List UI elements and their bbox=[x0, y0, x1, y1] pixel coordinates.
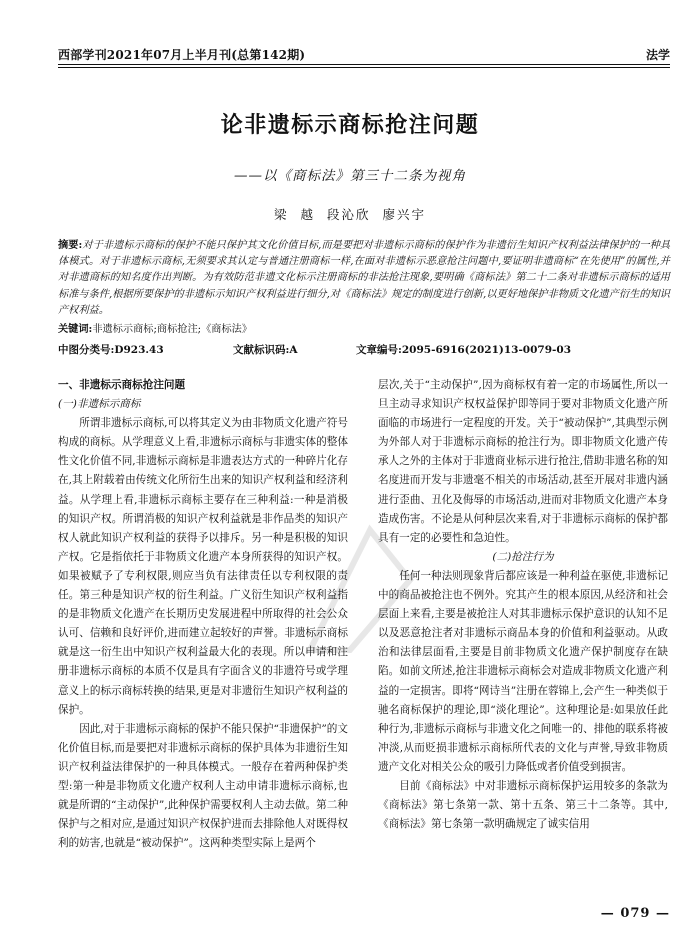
subsection-heading: (一)非遗标示商标 bbox=[58, 398, 141, 411]
body-paragraph: 任何一种法则现象背后都应该是一种利益在驱使,非遗标记中的商品被抢注也不例外。究其产生的根本原因,从经济和社会层面上来看,主要是被抢注人对其非遗标示保护意识的认知不足以及恶意抢注者对非遗标示商品本身的价值和利益驱动。从政治和法律层面看,主要是目前非物质文化遗产保护制度存在缺陷。如前文所述,抢注非遗标示商标会对造成非物质文化遗产利益的一定损害。即将“网诗当”注册在蓉锦上,会产生一种类似于驰名商标保护的理论,即“淡化理论”。这种理论是:如果放任此种行为,非遗标示商标与非遗文化之间唯一的、排他的联系将被冲淡,从而贬损非遗标示商标所代表的文化与声誉,导致非物质遗产文化对相关公众的吸引力降低或者价值受到损害。 bbox=[378, 569, 668, 773]
running-header bbox=[58, 46, 670, 62]
abstract-text: 对于非遗标示商标的保护不能只保护其文化价值目标,而是要把对非遗标示商标的保护作为非遗衍生知识产权利益法律保护的一种具体模式。对于非遗标示商标,无须要求其认定与普通注册商标一样,在面对非遗标示恶意抢注问题中,要证明非遗商标“在先使用”的属性,并对非遗商标的知名度作出判断。为有效防范非遗文化标示注册商标的非法抢注现象,要明确《商标法》第二十二条对非遗标示商标的适用标准与条件,根据所要保护的非遗标示知识产权利益进行细分,对《商标法》规定的制度进行创新,以更好地保护非物质文化遗产衍生的知识产权利益。 bbox=[58, 240, 671, 316]
abstract-label: 摘要: bbox=[58, 239, 83, 251]
page-number: — 079 — bbox=[600, 906, 670, 921]
header-rule bbox=[58, 64, 670, 65]
article-subtitle: ——以《商标法》第三十二条为视角 bbox=[234, 168, 466, 184]
abstract bbox=[58, 237, 670, 319]
body-paragraph: 层次,关于“主动保护”,因为商标权有着一定的市场属性,所以一旦主动寻求知识产权权益保护即等同于要对非物质文化遗产所面临的市场进行一定程度的开发。关于“被动保护”,其典型示例为外部人对于非遗标示商标的抢注行为。即非物质文化遗产传承人之外的主体对于非遗商业标示进行抢注,借助非遗名称的知名度进而开发与非遗毫不相关的市场活动,甚至开展对非遗内涵进行歪曲、丑化及侮辱的市场活动,进而对非物质文化遗产本身造成伤害。不论是从何种层次来看,对于非遗标示商标的保护都具有一定的必要性和急迫性。 bbox=[378, 379, 668, 544]
body-paragraph: 因此,对于非遗标示商标的保护不能只保护“非遗保护”的文化价值目标,而是要把对非遗标示商标的保护具体为非遗衍生知识产权利益法律保护的一种具体模式。一般存在着两种保护类型:第一种是非物质文化遗产权利人主动申请非遗标示商标,也就是所谓的“主动保护”,此种保护需要权利人主动去做。第二种保护与之相对应,是通过知识产权保护进而去排除他人对既得权利的妨害,也就是“被动保护”。这两种类型实际上是两个 bbox=[58, 722, 348, 850]
keywords-label: 关键词: bbox=[58, 323, 93, 335]
watermark-mark bbox=[300, 520, 420, 660]
body-paragraph: 目前《商标法》中对非遗标示商标保护运用较多的条款为《商标法》第七条第一款、第十五条、第三十二条等。其中,《商标法》第七条第一款明确规定了诚实信用 bbox=[378, 779, 668, 831]
body-paragraph: 所谓非遗标示商标,可以将其定义为由非物质文化遗产符号构成的商标。从学理意义上看,非遗标示商标与非遗实体的整体性文化价值不同,非遗标示商标是非遗表达方式的一种碎片化存在,其上附载着由传统文化所衍生出来的知识产权利益和经济利益。从学理上看,非遗标示商标主要存在三种利益:一种是消极的知识产权。所谓消极的知识产权利益就是非作品类的知识产权人就此知识产权利益的获得予以排斥。另一种是积极的知识产权。它是指依托于非物质文化遗产本身所获得的知识产权。如果被赋予了专利权限,则应当负有法律责任以专利权限的责任。第三种是知识产权的衍生利益。广义衍生知识产权利益指的是非物质文化遗产在长期历史发展进程中所取得的社会公众认可、信赖和良好评价,进而建立起较好的声誉。非遗标示商标就是这一衍生出中知识产权利益最大化的表现。所以申请和注册非遗标示商标的本质不仅是具有字面含义的非遗符号或学理意义上的标示商标转换的结果,更是对非遗衍生知识产权利益的保护。 bbox=[58, 417, 348, 716]
keywords bbox=[58, 322, 670, 337]
keywords-text: 非遗标示商标;商标抢注;《商标法》 bbox=[92, 324, 253, 335]
journal-name: 西部学刊2021年07月上半月刊(总第142期) bbox=[58, 48, 306, 62]
article-title: 论非遗标示商标抢注问题 bbox=[220, 112, 480, 138]
classification-line bbox=[58, 342, 670, 358]
article-number: 文章编号:2095-6916(2021)13-0079-03 bbox=[356, 344, 572, 356]
section-name: 法学 bbox=[645, 48, 670, 62]
header-rule-thin bbox=[58, 67, 670, 68]
subsection-heading: (二)抢注行为 bbox=[492, 550, 554, 563]
section-heading: 一、非遗标示商标抢注问题 bbox=[58, 379, 186, 391]
authors: 梁 越 段沁欣 廖兴宇 bbox=[274, 207, 426, 222]
clc-number: 中图分类号:D923.43 bbox=[58, 344, 164, 356]
right-column bbox=[378, 376, 668, 834]
document-code: 文献标识码:A bbox=[233, 344, 298, 356]
